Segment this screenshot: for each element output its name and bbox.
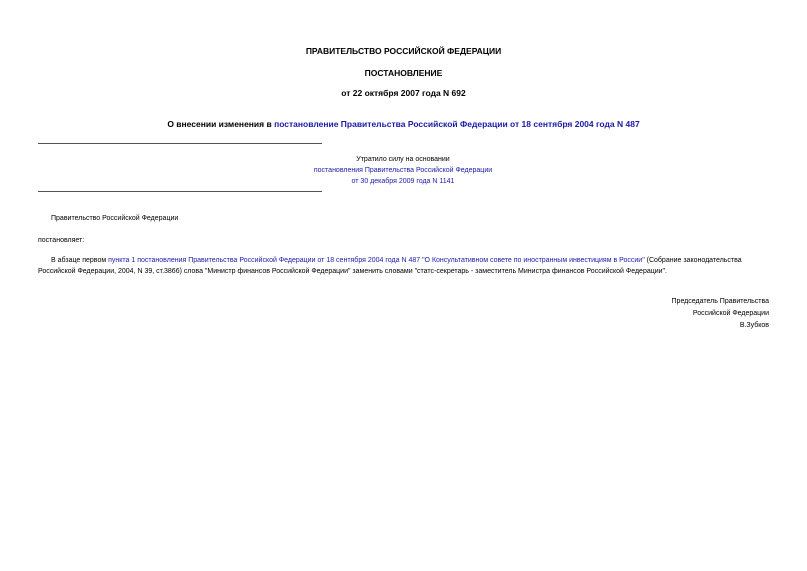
title-prefix: О внесении изменения в (167, 119, 275, 129)
document-type: ПОСТАНОВЛЕНИЕ (364, 68, 443, 78)
government-heading: ПРАВИТЕЛЬСТВО РОССИЙСКОЙ ФЕДЕРАЦИИ (305, 46, 502, 56)
body-paragraph (38, 255, 770, 277)
signature-position-line2: Российской Федерации (692, 310, 769, 317)
repeal-link-line1[interactable]: постановления Правительства Российской Федерации (313, 167, 493, 174)
signature-position-line1: Председатель Правительства (671, 298, 769, 305)
signature-name: В.Зубков (739, 322, 769, 329)
repeal-note-text: Утратило силу на основании (356, 156, 450, 163)
document-title (0, 119, 807, 129)
title-link[interactable]: постановление Правительства Российской Федерации от 18 сентября 2004 года N 487 (274, 119, 640, 129)
resolves-line: постановляет: (38, 237, 85, 244)
para-prefix: В абзаце первом (51, 257, 109, 264)
government-line: Правительство Российской Федерации (51, 215, 179, 222)
para-suffix: (Собрание законодательства Российской Федерации, 2004, N 39, ст.3866) слова "Министр финансов Российской Федерации" заменить словами "статс-секретарь - заместитель Министра финансов Российской Федерации". (38, 257, 742, 275)
document-date-number: от 22 октября 2007 года N 692 (341, 88, 466, 98)
top-divider (38, 143, 322, 144)
para-link[interactable]: пункта 1 постановления Правительства Российской Федерации от 18 сентября 2004 года N 487 "О Консультативном совете по иностранным инвестициям в России" (108, 257, 645, 264)
bottom-divider (38, 191, 322, 192)
signature-block (672, 296, 769, 332)
repeal-note (288, 154, 518, 187)
repeal-link-line2[interactable]: от 30 декабря 2009 года N 1141 (351, 178, 455, 185)
